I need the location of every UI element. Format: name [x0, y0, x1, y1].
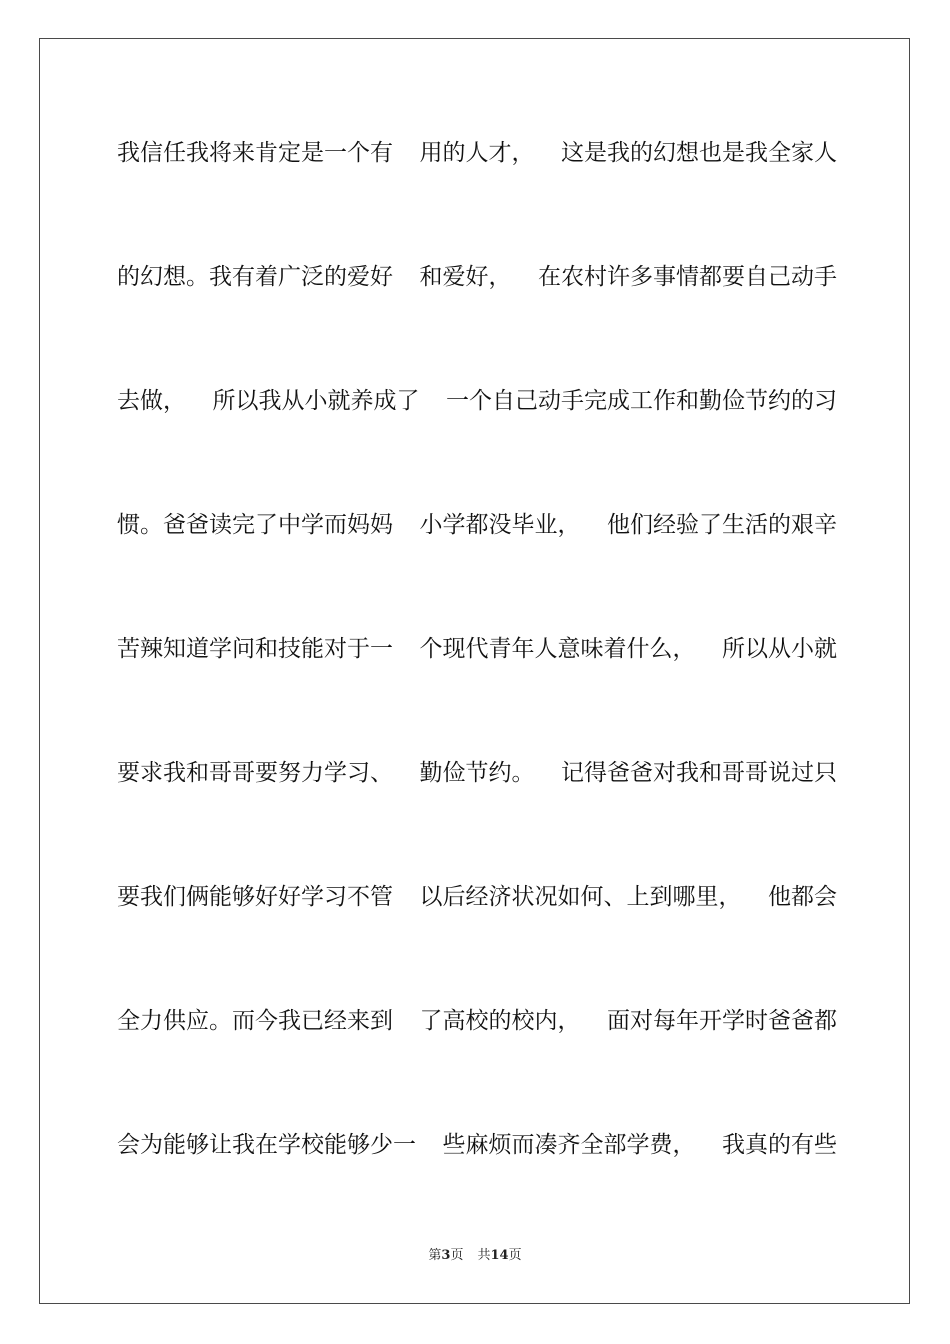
text-line [117, 257, 837, 381]
line-segment: 这是我的幻想也是我全家人 [561, 140, 837, 166]
line-segment: 以后经济状况如何、上到哪里， [419, 884, 742, 910]
line-segment: 我信任我将来肯定是一个有 [117, 140, 393, 166]
line-segment: 他们经验了生活的艰辛 [607, 512, 837, 538]
line-segment: 他都会 [768, 884, 837, 910]
text-line [117, 133, 837, 257]
line-segment: 去做， [117, 388, 186, 414]
line-segment: 全力供应。而今我已经来到 [117, 1008, 393, 1034]
line-segment: 了高校的校内， [419, 1008, 581, 1034]
line-segment: 会为能够让我在学校能够少一 [117, 1132, 416, 1158]
line-segment: 在农村许多事情都要自己动手 [538, 264, 837, 290]
text-line [117, 629, 837, 753]
text-line [117, 753, 837, 877]
page-number-suffix: 页 [450, 1248, 464, 1263]
line-segment: 小学都没毕业， [419, 512, 581, 538]
line-segment: 记得爸爸对我和哥哥说过只 [561, 760, 837, 786]
line-segment: 用的人才， [419, 140, 535, 166]
line-segment: 要我们俩能够好好学习不管 [117, 884, 393, 910]
line-segment: 些麻烦而凑齐全部学费， [442, 1132, 696, 1158]
line-segment: 苦辣知道学问和技能对于一 [117, 636, 393, 662]
text-line [117, 381, 837, 505]
total-pages-prefix: 共 [477, 1248, 491, 1263]
line-segment: 和爱好， [419, 264, 512, 290]
text-line [117, 1125, 837, 1249]
line-segment: 面对每年开学时爸爸都 [607, 1008, 837, 1034]
text-line [117, 505, 837, 629]
document-body [117, 133, 837, 1249]
line-segment: 所以我从小就养成了 [212, 388, 420, 414]
current-page-number: 3 [441, 1248, 451, 1263]
page-footer [0, 1247, 950, 1265]
line-segment: 的幻想。我有着广泛的爱好 [117, 264, 393, 290]
text-line [117, 1001, 837, 1125]
line-segment: 我真的有些 [722, 1132, 837, 1158]
page-number-prefix: 第 [428, 1248, 442, 1263]
line-segment: 一个自己动手完成工作和勤俭节约的习 [446, 388, 837, 414]
line-segment: 个现代青年人意味着什么， [419, 636, 696, 662]
line-segment: 要求我和哥哥要努力学习、 [117, 760, 393, 786]
total-page-count: 14 [490, 1248, 509, 1263]
total-pages-suffix: 页 [508, 1248, 522, 1263]
text-line [117, 877, 837, 1001]
line-segment: 所以从小就 [722, 636, 837, 662]
line-segment: 勤俭节约。 [419, 760, 535, 786]
line-segment: 惯。爸爸读完了中学而妈妈 [117, 512, 393, 538]
